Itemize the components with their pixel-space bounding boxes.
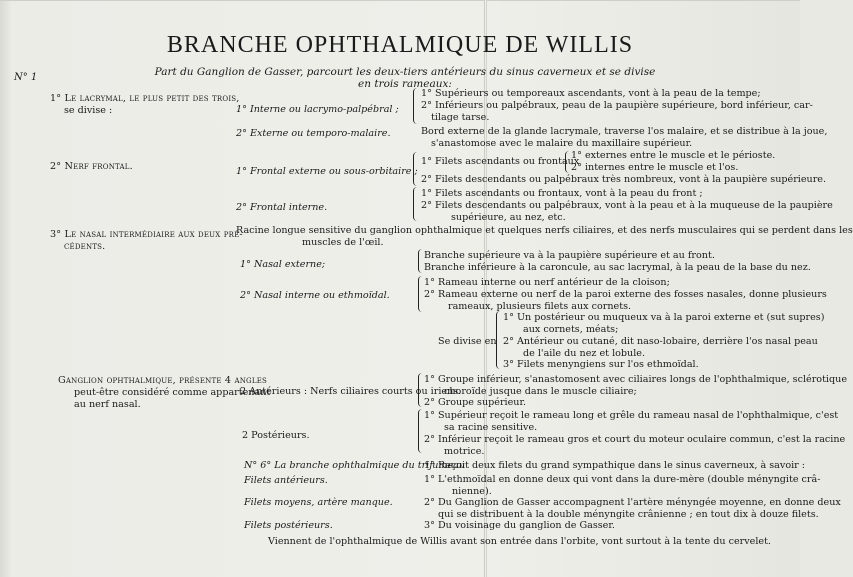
frontal-heading: 2° Nerf frontal. xyxy=(50,161,133,172)
detail-11: Branche supérieure va à la paupière supérieure et au front. xyxy=(424,250,715,261)
detail-15: rameaux, plusieurs filets aux cornets. xyxy=(448,301,632,312)
detail-28: 1° Reçoit deux filets du grand sympathique dans le sinus caverneux, à savoir : xyxy=(424,460,806,471)
ganglion-heading-cont: peut-être considéré comme appartenant xyxy=(74,387,271,398)
detail-20: 3° Filets menyngiens sur l'os ethmoïdal. xyxy=(503,359,699,370)
brace-frontal-interne xyxy=(413,187,418,221)
branch-externe: 2° Externe ou temporo-malaire. xyxy=(236,128,391,139)
document-title: BRANCHE OPHTHALMIQUE DE WILLIS xyxy=(166,32,634,58)
detail-3: tilage tarse. xyxy=(431,112,490,123)
nasal-heading-cont: cédents. xyxy=(64,241,106,252)
racine-longue: Racine longue sensitive du ganglion ophthalmique et quelques nerfs ciliaires, et des nerfs musculaires qui se perdent dans les xyxy=(236,225,853,236)
brace-frontal-externe xyxy=(413,152,418,186)
brace-anterieurs xyxy=(418,373,423,407)
brace-nasal-externe xyxy=(418,249,423,273)
nasal-externe: 1° Nasal externe; xyxy=(240,259,326,270)
detail-7: 2° Filets descendants ou palpébraux très nombreux, vont à la paupière supérieure. xyxy=(421,174,827,185)
detail-21: 1° Groupe inférieur, s'anastomosent avec ciliaires longs de l'ophthalmique, sclérotique xyxy=(424,374,847,385)
detail-16: 1° Un postérieur ou muqueux va à la paroi externe et (sut supres) xyxy=(503,312,825,323)
detail-25: sa racine sensitive. xyxy=(444,422,538,433)
detail-2: 2° Inférieurs ou palpébraux, peau de la paupière supérieure, bord inférieur, car- xyxy=(421,100,813,111)
detail-8: 1° Filets ascendants ou frontaux, vont à la peau du front ; xyxy=(421,188,703,199)
anterieurs: 2 Antérieurs : Nerfs ciliaires courts ou iriens. xyxy=(240,386,462,397)
detail-6: 1° Filets ascendants ou frontaux xyxy=(421,156,580,167)
detail-33: 3° Du voisinage du ganglion de Gasser. xyxy=(424,520,615,531)
detail-23: 2° Groupe supérieur. xyxy=(424,397,527,408)
detail-5: s'anastomose avec le malaire du maxillaire supérieur. xyxy=(431,138,693,149)
detail-32: qui se distribuent à la double ményngite crânienne ; en tout dix à douze filets. xyxy=(438,509,819,520)
detail-19: de l'aile du nez et lobule. xyxy=(523,348,646,359)
detail-30: nienne). xyxy=(452,486,492,497)
document-subtitle: Part du Ganglion de Gasser, parcourt les deux-tiers antérieurs du sinus caverneux et se divise en trois rameaux: xyxy=(154,66,656,90)
detail-6b: 1° externes entre le muscle et le périoste. xyxy=(571,150,776,161)
filets-moyens: Filets moyens, artère manque. xyxy=(244,497,393,508)
filets-posterieurs: Filets postérieurs. xyxy=(244,520,333,531)
divise-en: Se divise en xyxy=(438,336,497,347)
filets-anterieurs: Filets antérieurs. xyxy=(244,475,328,486)
detail-13: 1° Rameau interne ou nerf antérieur de la cloison; xyxy=(424,277,670,288)
detail-24: 1° Supérieur reçoit le rameau long et grêle du rameau nasal de l'ophthalmique, c'est xyxy=(424,410,839,421)
branch-interne: 1° Interne ou lacrymo-palpébral ; xyxy=(236,104,399,115)
detail-14: 2° Rameau externe ou nerf de la paroi externe des fosses nasales, donne plusieurs xyxy=(424,289,827,300)
detail-29: 1° L'ethmoïdal en donne deux qui vont dans la dure-mère (double ményngite crâ- xyxy=(424,474,821,485)
brace-nasal-interne xyxy=(418,276,423,312)
frontal-interne: 2° Frontal interne. xyxy=(236,202,328,213)
nasal-heading: 3° Le nasal intermédiaire aux deux pré- xyxy=(50,229,243,240)
frontal-externe: 1° Frontal externe ou sous-orbitaire ; xyxy=(236,166,418,177)
detail-26: 2° Inférieur reçoit le rameau gros et court du moteur oculaire commun, c'est la racine xyxy=(424,434,846,445)
brace-posterieurs xyxy=(418,409,423,453)
branche-trijumeau: N° 6° La branche ophthalmique du trijumeau xyxy=(244,460,466,471)
detail-10: supérieure, au nez, etc. xyxy=(451,212,566,223)
racine-longue-cont: muscles de l'œil. xyxy=(302,237,384,248)
lacrymal-heading-cont: se divise : xyxy=(64,105,113,116)
detail-9: 2° Filets descendants ou palpébraux, vont à la peau et à la muqueuse de la paupière xyxy=(421,200,833,211)
plate-number: N° 1 xyxy=(14,72,38,83)
page-top-edge xyxy=(0,0,800,1)
detail-12: Branche inférieure à la caroncule, au sac lacrymal, à la peau de la base du nez. xyxy=(424,262,811,273)
ganglion-heading: Ganglion ophthalmique, présente 4 angles xyxy=(58,375,268,386)
detail-1: 1° Supérieurs ou temporeaux ascendants, vont à la peau de la tempe; xyxy=(421,88,761,99)
detail-31: 2° Du Ganglion de Gasser accompagnent l'artère ményngée moyenne, en donne deux xyxy=(424,497,841,508)
detail-22: choroïde jusque dans le muscle ciliaire; xyxy=(444,386,637,397)
detail-4: Bord externe de la glande lacrymale, traverse l'os malaire, et se distribue à la joue, xyxy=(421,126,828,137)
detail-18: 2° Antérieur ou cutané, dit naso-lobaire, derrière l'os nasal peau xyxy=(503,336,818,347)
brace-divise xyxy=(496,311,501,369)
detail-17: aux cornets, méats; xyxy=(523,324,619,335)
ganglion-heading-cont2: au nerf nasal. xyxy=(74,399,141,410)
nasal-interne: 2° Nasal interne ou ethmoïdal. xyxy=(240,290,390,301)
posterieurs: 2 Postérieurs. xyxy=(242,430,310,441)
brace-lacrymal xyxy=(413,88,418,124)
detail-27: motrice. xyxy=(444,446,485,457)
detail-6c: 2° internes entre le muscle et l'os. xyxy=(571,162,739,173)
lacrymal-heading: 1° Le lacrymal, le plus petit des trois, xyxy=(50,93,240,104)
footer-note: Viennent de l'ophthalmique de Willis avant son entrée dans l'orbite, vont surtout à la tente du cervelet. xyxy=(268,536,771,547)
